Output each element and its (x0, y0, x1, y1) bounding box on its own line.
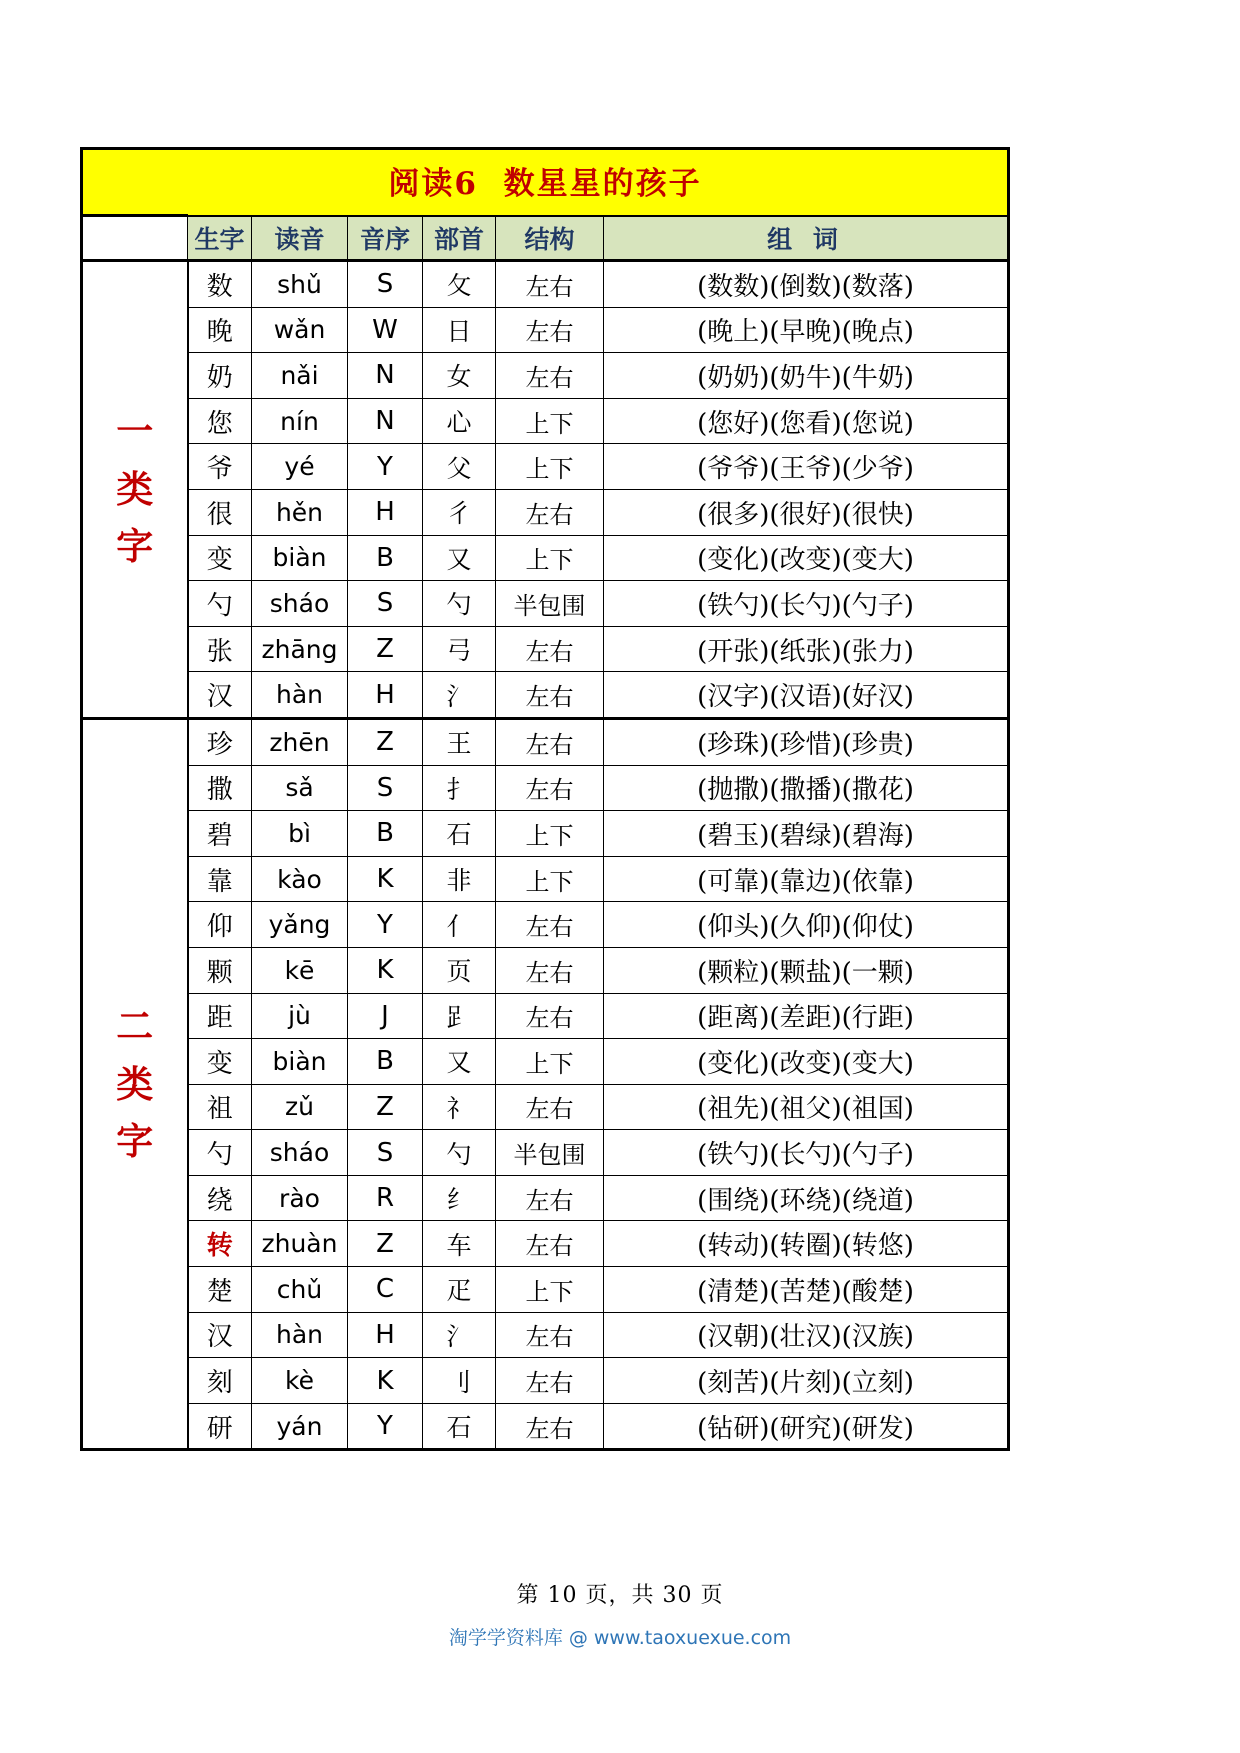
table-row (82, 947, 1009, 993)
vocabulary-table (80, 147, 1010, 1451)
cell-character: 楚 (188, 1267, 252, 1313)
table-row (82, 1084, 1009, 1130)
cell-words: (奶奶)(奶牛)(牛奶) (604, 353, 1009, 399)
cell-initial: R (348, 1175, 423, 1221)
cell-words: (仰头)(久仰)(仰仗) (604, 902, 1009, 948)
header-row (82, 216, 1009, 261)
cell-words: (开张)(纸张)(张力) (604, 626, 1009, 672)
cell-pinyin: kē (252, 947, 348, 993)
cell-words: (距离)(差距)(行距) (604, 993, 1009, 1039)
category-label (83, 998, 187, 1170)
cell-pinyin: sháo (252, 1130, 348, 1176)
cell-initial: H (348, 489, 423, 535)
cell-pinyin: sǎ (252, 765, 348, 811)
cell-radical: 石 (423, 1403, 496, 1450)
cell-initial: Z (348, 718, 423, 765)
cell-words: (铁勺)(长勺)(勺子) (604, 581, 1009, 627)
cell-structure: 上下 (496, 856, 604, 902)
cell-initial: K (348, 856, 423, 902)
cell-pinyin: biàn (252, 1039, 348, 1085)
cell-character: 晚 (188, 307, 252, 353)
header-initial: 音序 (348, 216, 423, 261)
cell-character: 勺 (188, 581, 252, 627)
cell-pinyin: hàn (252, 672, 348, 719)
cell-pinyin: hàn (252, 1312, 348, 1358)
cell-structure: 左右 (496, 626, 604, 672)
cell-structure: 左右 (496, 672, 604, 719)
cell-words: (汉字)(汉语)(好汉) (604, 672, 1009, 719)
header-radical: 部首 (423, 216, 496, 261)
cell-initial: W (348, 307, 423, 353)
cell-pinyin: yé (252, 444, 348, 490)
cell-structure: 上下 (496, 1267, 604, 1313)
table-row (82, 626, 1009, 672)
cell-structure: 上下 (496, 444, 604, 490)
category-label-char: 类 (116, 466, 154, 511)
cell-pinyin: rào (252, 1175, 348, 1221)
category-label-cell-2 (82, 718, 188, 1450)
cell-initial: N (348, 398, 423, 444)
cell-words: (抛撒)(撒播)(撒花) (604, 765, 1009, 811)
cell-pinyin: zhuàn (252, 1221, 348, 1267)
table-row (82, 856, 1009, 902)
category-label-char: 字 (116, 1118, 154, 1163)
table-row (82, 535, 1009, 581)
cell-structure: 左右 (496, 1403, 604, 1450)
cell-radical: 攵 (423, 261, 496, 308)
watermark-text: 淘学学资料库 @ www.taoxuexue.com (448, 1627, 792, 1649)
cell-character: 仰 (188, 902, 252, 948)
cell-words: (爷爷)(王爷)(少爷) (604, 444, 1009, 490)
page-title: 阅读6 数星星的孩子 (388, 165, 702, 202)
cell-character: 刻 (188, 1358, 252, 1404)
cell-structure: 左右 (496, 947, 604, 993)
cell-radical: 亻 (423, 902, 496, 948)
cell-radical: 礻 (423, 1084, 496, 1130)
cell-structure: 上下 (496, 811, 604, 857)
cell-character: 奶 (188, 353, 252, 399)
table-row (82, 1221, 1009, 1267)
cell-radical: 勺 (423, 581, 496, 627)
cell-initial: K (348, 1358, 423, 1404)
header-pinyin: 读音 (252, 216, 348, 261)
cell-structure: 左右 (496, 1175, 604, 1221)
category-label (83, 403, 187, 575)
cell-character: 汉 (188, 672, 252, 719)
cell-words: (钻研)(研究)(研发) (604, 1403, 1009, 1450)
cell-initial: S (348, 261, 423, 308)
table-row (82, 489, 1009, 535)
cell-words: (可靠)(靠边)(依靠) (604, 856, 1009, 902)
cell-structure: 左右 (496, 993, 604, 1039)
cell-words: (变化)(改变)(变大) (604, 535, 1009, 581)
table-row (82, 444, 1009, 490)
cell-radical: 氵 (423, 1312, 496, 1358)
cell-radical: 女 (423, 353, 496, 399)
cell-initial: B (348, 535, 423, 581)
cell-structure: 左右 (496, 353, 604, 399)
category-label-char: 字 (116, 524, 154, 569)
category-label-char: 一 (116, 409, 154, 454)
table-row (82, 353, 1009, 399)
cell-radical: 心 (423, 398, 496, 444)
table-row (82, 765, 1009, 811)
cell-character: 颗 (188, 947, 252, 993)
cell-structure: 左右 (496, 307, 604, 353)
cell-character: 碧 (188, 811, 252, 857)
cell-structure: 上下 (496, 398, 604, 444)
cell-words: (晚上)(早晚)(晚点) (604, 307, 1009, 353)
cell-radical: 车 (423, 1221, 496, 1267)
cell-radical: 氵 (423, 672, 496, 719)
cell-character: 撒 (188, 765, 252, 811)
cell-pinyin: kè (252, 1358, 348, 1404)
table-row (82, 902, 1009, 948)
cell-pinyin: biàn (252, 535, 348, 581)
cell-character: 变 (188, 535, 252, 581)
cell-character: 勺 (188, 1130, 252, 1176)
cell-radical: 勺 (423, 1130, 496, 1176)
cell-radical: 又 (423, 1039, 496, 1085)
cell-words: (碧玉)(碧绿)(碧海) (604, 811, 1009, 857)
cell-initial: C (348, 1267, 423, 1313)
cell-words: (转动)(转圈)(转悠) (604, 1221, 1009, 1267)
cell-character: 距 (188, 993, 252, 1039)
cell-radical: 父 (423, 444, 496, 490)
cell-pinyin: shǔ (252, 261, 348, 308)
cell-character: 研 (188, 1403, 252, 1450)
cell-character: 祖 (188, 1084, 252, 1130)
cell-initial: S (348, 765, 423, 811)
cell-words: (铁勺)(长勺)(勺子) (604, 1130, 1009, 1176)
table-row (82, 1130, 1009, 1176)
cell-pinyin: jù (252, 993, 348, 1039)
cell-structure: 左右 (496, 1221, 604, 1267)
worksheet-title-cell (82, 149, 1009, 216)
cell-character: 数 (188, 261, 252, 308)
cell-character: 爷 (188, 444, 252, 490)
cell-radical: 石 (423, 811, 496, 857)
cell-pinyin: yǎng (252, 902, 348, 948)
table-row (82, 307, 1009, 353)
cell-initial: J (348, 993, 423, 1039)
cell-words: (您好)(您看)(您说) (604, 398, 1009, 444)
cell-pinyin: chǔ (252, 1267, 348, 1313)
cell-structure: 左右 (496, 718, 604, 765)
cell-initial: B (348, 1039, 423, 1085)
cell-initial: Z (348, 1221, 423, 1267)
cell-radical: 又 (423, 535, 496, 581)
cell-radical: 彳 (423, 489, 496, 535)
cell-character: 转 (188, 1221, 252, 1267)
table-row (82, 718, 1009, 765)
cell-radical: 非 (423, 856, 496, 902)
table-row (82, 261, 1009, 308)
cell-initial: Z (348, 626, 423, 672)
cell-initial: H (348, 1312, 423, 1358)
cell-pinyin: zǔ (252, 1084, 348, 1130)
cell-pinyin: hěn (252, 489, 348, 535)
cell-words: (清楚)(苦楚)(酸楚) (604, 1267, 1009, 1313)
table-row (82, 1358, 1009, 1404)
page-number-label: 第 10 页，共 30 页 (516, 1583, 724, 1608)
page-footer (0, 1578, 1240, 1650)
title-row (82, 149, 1009, 216)
cell-initial: N (348, 353, 423, 399)
cell-initial: S (348, 1130, 423, 1176)
cell-radical: 日 (423, 307, 496, 353)
cell-pinyin: bì (252, 811, 348, 857)
cell-character: 珍 (188, 718, 252, 765)
cell-structure: 左右 (496, 261, 604, 308)
cell-character: 很 (188, 489, 252, 535)
cell-initial: Z (348, 1084, 423, 1130)
cell-pinyin: kào (252, 856, 348, 902)
category-label-cell-1 (82, 261, 188, 719)
table-row (82, 581, 1009, 627)
cell-initial: Y (348, 1403, 423, 1450)
cell-structure: 上下 (496, 1039, 604, 1085)
cell-radical: 弓 (423, 626, 496, 672)
vocabulary-sheet (80, 147, 1010, 1451)
cell-words: (汉朝)(壮汉)(汉族) (604, 1312, 1009, 1358)
cell-words: (数数)(倒数)(数落) (604, 261, 1009, 308)
header-words: 组 词 (604, 216, 1009, 261)
cell-initial: Y (348, 444, 423, 490)
cell-structure: 半包围 (496, 581, 604, 627)
cell-initial: B (348, 811, 423, 857)
cell-words: (变化)(改变)(变大) (604, 1039, 1009, 1085)
cell-structure: 左右 (496, 1084, 604, 1130)
cell-structure: 左右 (496, 902, 604, 948)
cell-radical: 𧾷 (423, 993, 496, 1039)
cell-structure: 左右 (496, 1358, 604, 1404)
table-row (82, 1039, 1009, 1085)
cell-words: (很多)(很好)(很快) (604, 489, 1009, 535)
cell-radical: 扌 (423, 765, 496, 811)
cell-initial: S (348, 581, 423, 627)
cell-structure: 半包围 (496, 1130, 604, 1176)
category-label-char: 二 (116, 1004, 154, 1049)
cell-structure: 上下 (496, 535, 604, 581)
cell-words: (颗粒)(颗盐)(一颗) (604, 947, 1009, 993)
cell-pinyin: yán (252, 1403, 348, 1450)
cell-character: 张 (188, 626, 252, 672)
cell-words: (刻苦)(片刻)(立刻) (604, 1358, 1009, 1404)
cell-structure: 左右 (496, 765, 604, 811)
cell-pinyin: nín (252, 398, 348, 444)
cell-words: (围绕)(环绕)(绕道) (604, 1175, 1009, 1221)
cell-radical: 疋 (423, 1267, 496, 1313)
table-row (82, 398, 1009, 444)
cell-structure: 左右 (496, 1312, 604, 1358)
cell-structure: 左右 (496, 489, 604, 535)
cell-character: 变 (188, 1039, 252, 1085)
cell-initial: Y (348, 902, 423, 948)
cell-pinyin: zhēn (252, 718, 348, 765)
cell-character: 靠 (188, 856, 252, 902)
table-row (82, 1312, 1009, 1358)
cell-character: 汉 (188, 1312, 252, 1358)
table-row (82, 1403, 1009, 1450)
table-row (82, 993, 1009, 1039)
cell-radical: 刂 (423, 1358, 496, 1404)
cell-words: (祖先)(祖父)(祖国) (604, 1084, 1009, 1130)
table-row (82, 811, 1009, 857)
cell-radical: 纟 (423, 1175, 496, 1221)
header-structure: 结构 (496, 216, 604, 261)
cell-words: (珍珠)(珍惜)(珍贵) (604, 718, 1009, 765)
header-char: 生字 (188, 216, 252, 261)
cell-radical: 王 (423, 718, 496, 765)
table-row (82, 672, 1009, 719)
cell-pinyin: sháo (252, 581, 348, 627)
cell-initial: K (348, 947, 423, 993)
cell-character: 绕 (188, 1175, 252, 1221)
cell-pinyin: nǎi (252, 353, 348, 399)
category-label-char: 类 (116, 1061, 154, 1106)
cell-pinyin: wǎn (252, 307, 348, 353)
cell-initial: H (348, 672, 423, 719)
cell-character: 您 (188, 398, 252, 444)
table-row (82, 1267, 1009, 1313)
header-category-blank (82, 216, 188, 261)
cell-radical: 页 (423, 947, 496, 993)
cell-pinyin: zhāng (252, 626, 348, 672)
table-row (82, 1175, 1009, 1221)
